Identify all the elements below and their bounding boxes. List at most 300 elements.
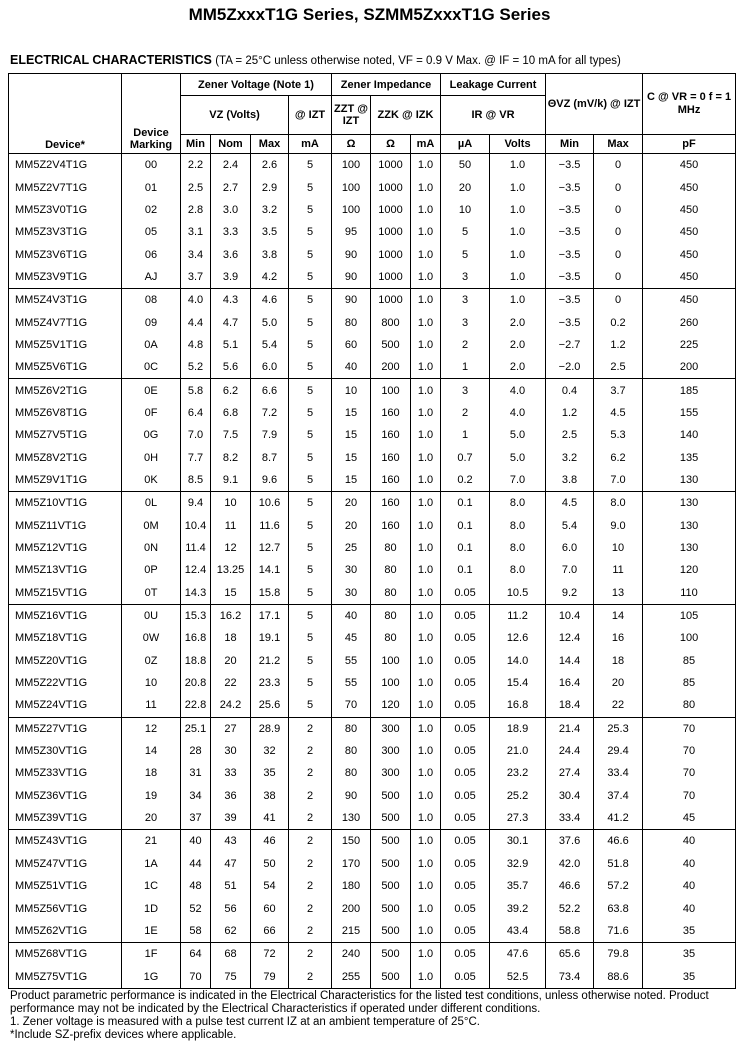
value-cell: 12 <box>211 537 251 559</box>
value-cell: 47 <box>211 853 251 875</box>
value-cell: 100 <box>643 627 736 649</box>
header-device: Device* <box>9 74 122 154</box>
value-cell: 27.3 <box>490 807 546 830</box>
value-cell: 1.0 <box>411 515 441 537</box>
value-cell: 3 <box>441 311 490 333</box>
value-cell: 0.4 <box>546 379 594 402</box>
marking-cell: 09 <box>122 311 181 333</box>
device-cell: MM5Z20VT1G <box>9 650 122 672</box>
value-cell: 1.0 <box>411 762 441 784</box>
value-cell: 130 <box>643 537 736 559</box>
marking-cell: 0G <box>122 424 181 446</box>
value-cell: 20 <box>594 672 643 694</box>
value-cell: 2 <box>289 762 332 784</box>
value-cell: 1.0 <box>490 243 546 265</box>
marking-cell: 12 <box>122 717 181 740</box>
value-cell: 15 <box>332 446 371 468</box>
value-cell: 90 <box>332 243 371 265</box>
marking-cell: 0N <box>122 537 181 559</box>
unit-cell: Min <box>181 135 211 154</box>
table-row <box>9 402 736 424</box>
value-cell: 24.4 <box>546 740 594 762</box>
value-cell: 60 <box>332 334 371 356</box>
value-cell: 300 <box>371 762 411 784</box>
value-cell: 500 <box>371 965 411 988</box>
value-cell: −3.5 <box>546 176 594 198</box>
value-cell: 2.2 <box>181 154 211 177</box>
value-cell: 5 <box>289 289 332 312</box>
value-cell: 5 <box>289 379 332 402</box>
value-cell: −3.5 <box>546 199 594 221</box>
marking-cell: 0W <box>122 627 181 649</box>
value-cell: 10 <box>211 492 251 515</box>
value-cell: 1.0 <box>490 176 546 198</box>
value-cell: 0.05 <box>441 694 490 717</box>
table-row <box>9 672 736 694</box>
value-cell: 1.0 <box>490 266 546 289</box>
value-cell: 450 <box>643 199 736 221</box>
value-cell: 100 <box>332 154 371 177</box>
value-cell: 1000 <box>371 243 411 265</box>
value-cell: 160 <box>371 515 411 537</box>
value-cell: 3 <box>441 379 490 402</box>
value-cell: 3.8 <box>546 469 594 492</box>
value-cell: 12.7 <box>251 537 289 559</box>
device-cell: MM5Z22VT1G <box>9 672 122 694</box>
header-ir-vr: IR @ VR <box>441 96 546 135</box>
header-zener-voltage: Zener Voltage (Note 1) <box>181 74 332 96</box>
value-cell: 450 <box>643 176 736 198</box>
value-cell: 3.2 <box>546 446 594 468</box>
value-cell: 2 <box>289 717 332 740</box>
value-cell: 27 <box>211 717 251 740</box>
value-cell: 21.2 <box>251 650 289 672</box>
value-cell: 2 <box>289 807 332 830</box>
value-cell: 11.2 <box>490 604 546 627</box>
value-cell: 80 <box>332 311 371 333</box>
value-cell: −2.7 <box>546 334 594 356</box>
value-cell: 1.0 <box>411 379 441 402</box>
value-cell: 225 <box>643 334 736 356</box>
value-cell: 6.2 <box>594 446 643 468</box>
value-cell: 160 <box>371 446 411 468</box>
value-cell: 1.0 <box>411 650 441 672</box>
value-cell: 62 <box>211 920 251 943</box>
value-cell: 1 <box>441 424 490 446</box>
value-cell: 2 <box>441 334 490 356</box>
value-cell: 200 <box>643 356 736 379</box>
table-row <box>9 943 736 966</box>
value-cell: 14.0 <box>490 650 546 672</box>
device-cell: MM5Z30VT1G <box>9 740 122 762</box>
table-row <box>9 199 736 221</box>
value-cell: 20 <box>441 176 490 198</box>
table-row <box>9 176 736 198</box>
marking-cell: 1A <box>122 853 181 875</box>
value-cell: 40 <box>643 830 736 853</box>
value-cell: 23.3 <box>251 672 289 694</box>
unit-cell: Max <box>594 135 643 154</box>
value-cell: 47.6 <box>490 943 546 966</box>
device-cell: MM5Z10VT1G <box>9 492 122 515</box>
value-cell: 5 <box>289 356 332 379</box>
value-cell: 3 <box>441 289 490 312</box>
note-line: Product parametric performance is indicated in the Electrical Characteristics for the listed test conditions, unless otherwise noted. Product <box>10 990 709 1002</box>
value-cell: 36 <box>211 785 251 807</box>
value-cell: 3.7 <box>181 266 211 289</box>
value-cell: 14.1 <box>251 559 289 581</box>
table-row <box>9 424 736 446</box>
value-cell: 5.0 <box>490 424 546 446</box>
value-cell: 2.5 <box>546 424 594 446</box>
footnotes <box>10 990 735 1042</box>
value-cell: 70 <box>332 694 371 717</box>
device-cell: MM5Z2V4T1G <box>9 154 122 177</box>
value-cell: 0.05 <box>441 943 490 966</box>
device-cell: MM5Z16VT1G <box>9 604 122 627</box>
value-cell: 2.5 <box>594 356 643 379</box>
table-body <box>9 154 736 989</box>
value-cell: 16.8 <box>181 627 211 649</box>
device-cell: MM5Z62VT1G <box>9 920 122 943</box>
value-cell: 100 <box>371 650 411 672</box>
table-row <box>9 356 736 379</box>
device-cell: MM5Z47VT1G <box>9 853 122 875</box>
value-cell: 500 <box>371 334 411 356</box>
value-cell: 1.0 <box>411 717 441 740</box>
unit-cell: Max <box>251 135 289 154</box>
value-cell: 6.0 <box>546 537 594 559</box>
value-cell: 0.1 <box>441 492 490 515</box>
value-cell: 73.4 <box>546 965 594 988</box>
device-cell: MM5Z33VT1G <box>9 762 122 784</box>
value-cell: 1 <box>441 356 490 379</box>
value-cell: 450 <box>643 289 736 312</box>
value-cell: 70 <box>181 965 211 988</box>
value-cell: 170 <box>332 853 371 875</box>
value-cell: 71.6 <box>594 920 643 943</box>
marking-cell: 06 <box>122 243 181 265</box>
value-cell: 0.7 <box>441 446 490 468</box>
table-row <box>9 830 736 853</box>
value-cell: 35 <box>643 920 736 943</box>
value-cell: 12.6 <box>490 627 546 649</box>
value-cell: 2 <box>289 965 332 988</box>
value-cell: 5 <box>289 694 332 717</box>
value-cell: 12.4 <box>181 559 211 581</box>
value-cell: 68 <box>211 943 251 966</box>
value-cell: 15 <box>332 424 371 446</box>
value-cell: 50 <box>251 853 289 875</box>
value-cell: 0.05 <box>441 897 490 919</box>
value-cell: 56 <box>211 897 251 919</box>
unit-cell: pF <box>643 135 736 154</box>
value-cell: 16.4 <box>546 672 594 694</box>
value-cell: 16.8 <box>490 694 546 717</box>
value-cell: 500 <box>371 875 411 897</box>
value-cell: 260 <box>643 311 736 333</box>
value-cell: 18 <box>211 627 251 649</box>
value-cell: 70 <box>643 717 736 740</box>
value-cell: 0.1 <box>441 537 490 559</box>
device-cell: MM5Z5V6T1G <box>9 356 122 379</box>
value-cell: 5 <box>289 492 332 515</box>
value-cell: 20.8 <box>181 672 211 694</box>
value-cell: 5 <box>289 627 332 649</box>
table-row <box>9 492 736 515</box>
value-cell: 39.2 <box>490 897 546 919</box>
value-cell: 500 <box>371 830 411 853</box>
value-cell: 40 <box>332 604 371 627</box>
table-row <box>9 875 736 897</box>
value-cell: 3 <box>441 266 490 289</box>
value-cell: 7.2 <box>251 402 289 424</box>
value-cell: 0.05 <box>441 604 490 627</box>
value-cell: 255 <box>332 965 371 988</box>
value-cell: 1.0 <box>411 627 441 649</box>
value-cell: 500 <box>371 897 411 919</box>
value-cell: 90 <box>332 289 371 312</box>
value-cell: 0.05 <box>441 627 490 649</box>
unit-cell: Ω <box>332 135 371 154</box>
value-cell: 5 <box>289 424 332 446</box>
value-cell: 4.2 <box>251 266 289 289</box>
value-cell: 11 <box>211 515 251 537</box>
value-cell: 16.2 <box>211 604 251 627</box>
device-cell: MM5Z6V8T1G <box>9 402 122 424</box>
value-cell: 5 <box>289 199 332 221</box>
value-cell: 5.6 <box>211 356 251 379</box>
value-cell: −3.5 <box>546 243 594 265</box>
value-cell: 0.05 <box>441 965 490 988</box>
value-cell: 42.0 <box>546 853 594 875</box>
value-cell: 120 <box>371 694 411 717</box>
value-cell: 40 <box>643 853 736 875</box>
value-cell: 450 <box>643 221 736 243</box>
value-cell: 200 <box>371 356 411 379</box>
value-cell: 18.4 <box>546 694 594 717</box>
value-cell: 0 <box>594 289 643 312</box>
value-cell: 5 <box>289 311 332 333</box>
value-cell: 300 <box>371 717 411 740</box>
value-cell: 6.8 <box>211 402 251 424</box>
value-cell: −3.5 <box>546 154 594 177</box>
value-cell: 2 <box>441 402 490 424</box>
value-cell: 4.0 <box>490 379 546 402</box>
table-row <box>9 965 736 988</box>
value-cell: 5 <box>289 266 332 289</box>
value-cell: 15 <box>332 469 371 492</box>
value-cell: 60 <box>251 897 289 919</box>
value-cell: 0 <box>594 266 643 289</box>
value-cell: 100 <box>371 672 411 694</box>
value-cell: 39 <box>211 807 251 830</box>
value-cell: 25.1 <box>181 717 211 740</box>
value-cell: 1.0 <box>411 740 441 762</box>
value-cell: 25.3 <box>594 717 643 740</box>
value-cell: 0.05 <box>441 717 490 740</box>
value-cell: 130 <box>643 515 736 537</box>
marking-cell: 1C <box>122 875 181 897</box>
value-cell: 5.4 <box>546 515 594 537</box>
value-cell: 215 <box>332 920 371 943</box>
value-cell: 1.0 <box>411 311 441 333</box>
value-cell: 5 <box>289 650 332 672</box>
value-cell: 66 <box>251 920 289 943</box>
value-cell: 1.0 <box>411 469 441 492</box>
marking-cell: 05 <box>122 221 181 243</box>
device-cell: MM5Z51VT1G <box>9 875 122 897</box>
table-row <box>9 807 736 830</box>
value-cell: 500 <box>371 807 411 830</box>
value-cell: 0.2 <box>441 469 490 492</box>
value-cell: 0.05 <box>441 875 490 897</box>
value-cell: 1.0 <box>411 492 441 515</box>
value-cell: 0 <box>594 243 643 265</box>
value-cell: 8.2 <box>211 446 251 468</box>
unit-cell: µA <box>441 135 490 154</box>
marking-cell: 0F <box>122 402 181 424</box>
value-cell: 450 <box>643 154 736 177</box>
value-cell: 5.3 <box>594 424 643 446</box>
marking-cell: 02 <box>122 199 181 221</box>
value-cell: 3.1 <box>181 221 211 243</box>
marking-cell: 18 <box>122 762 181 784</box>
value-cell: 1.0 <box>411 672 441 694</box>
marking-cell: 1D <box>122 897 181 919</box>
value-cell: 160 <box>371 469 411 492</box>
value-cell: 3.5 <box>251 221 289 243</box>
value-cell: 90 <box>332 266 371 289</box>
value-cell: 63.8 <box>594 897 643 919</box>
value-cell: 14.4 <box>546 650 594 672</box>
value-cell: 2.5 <box>181 176 211 198</box>
value-cell: 4.5 <box>546 492 594 515</box>
value-cell: 6.4 <box>181 402 211 424</box>
value-cell: 72 <box>251 943 289 966</box>
value-cell: 8.7 <box>251 446 289 468</box>
value-cell: 1.0 <box>411 289 441 312</box>
value-cell: 43 <box>211 830 251 853</box>
header-capacitance: C @ VR = 0 f = 1 MHz <box>643 74 736 135</box>
value-cell: 5 <box>289 559 332 581</box>
value-cell: 70 <box>643 762 736 784</box>
value-cell: 19.1 <box>251 627 289 649</box>
value-cell: 5 <box>289 446 332 468</box>
value-cell: 2 <box>289 785 332 807</box>
device-cell: MM5Z43VT1G <box>9 830 122 853</box>
value-cell: 3.4 <box>181 243 211 265</box>
table-row <box>9 379 736 402</box>
value-cell: 41.2 <box>594 807 643 830</box>
value-cell: 2.0 <box>490 311 546 333</box>
value-cell: 20 <box>332 515 371 537</box>
value-cell: 3.7 <box>594 379 643 402</box>
table-row <box>9 785 736 807</box>
electrical-characteristics-table <box>8 73 736 989</box>
value-cell: 0.05 <box>441 762 490 784</box>
value-cell: 20 <box>332 492 371 515</box>
value-cell: 79.8 <box>594 943 643 966</box>
value-cell: 3.9 <box>211 266 251 289</box>
value-cell: 7.0 <box>181 424 211 446</box>
value-cell: 2.0 <box>490 356 546 379</box>
value-cell: 40 <box>643 897 736 919</box>
value-cell: 80 <box>332 717 371 740</box>
value-cell: 4.3 <box>211 289 251 312</box>
device-cell: MM5Z3V6T1G <box>9 243 122 265</box>
marking-cell: 0P <box>122 559 181 581</box>
value-cell: 30.4 <box>546 785 594 807</box>
device-cell: MM5Z6V2T1G <box>9 379 122 402</box>
value-cell: 15 <box>211 582 251 605</box>
value-cell: 1.0 <box>490 289 546 312</box>
header-leakage-current: Leakage Current <box>441 74 546 96</box>
value-cell: 10 <box>594 537 643 559</box>
header-zzk: ZZK @ IZK <box>371 96 441 135</box>
marking-cell: 08 <box>122 289 181 312</box>
value-cell: 2 <box>289 875 332 897</box>
table-row <box>9 694 736 717</box>
value-cell: 10.4 <box>181 515 211 537</box>
value-cell: 58.8 <box>546 920 594 943</box>
value-cell: 38 <box>251 785 289 807</box>
value-cell: 3.8 <box>251 243 289 265</box>
value-cell: 240 <box>332 943 371 966</box>
value-cell: 37 <box>181 807 211 830</box>
value-cell: 450 <box>643 266 736 289</box>
value-cell: 8.0 <box>594 492 643 515</box>
unit-cell: Volts <box>490 135 546 154</box>
marking-cell: 1G <box>122 965 181 988</box>
value-cell: 4.0 <box>490 402 546 424</box>
device-cell: MM5Z12VT1G <box>9 537 122 559</box>
unit-cell: Nom <box>211 135 251 154</box>
value-cell: 0 <box>594 154 643 177</box>
page-title: MM5ZxxxT1G Series, SZMM5ZxxxT1G Series <box>188 5 551 24</box>
value-cell: 130 <box>643 492 736 515</box>
unit-cell: mA <box>289 135 332 154</box>
value-cell: 11.6 <box>251 515 289 537</box>
value-cell: 1.0 <box>411 446 441 468</box>
device-cell: MM5Z68VT1G <box>9 943 122 966</box>
value-cell: 30.1 <box>490 830 546 853</box>
value-cell: 5.4 <box>251 334 289 356</box>
value-cell: 5.2 <box>181 356 211 379</box>
value-cell: 0.05 <box>441 785 490 807</box>
value-cell: 57.2 <box>594 875 643 897</box>
device-cell: MM5Z11VT1G <box>9 515 122 537</box>
value-cell: −3.5 <box>546 221 594 243</box>
value-cell: 95 <box>332 221 371 243</box>
value-cell: 15.8 <box>251 582 289 605</box>
value-cell: 1.0 <box>411 154 441 177</box>
value-cell: 5 <box>289 243 332 265</box>
value-cell: 120 <box>643 559 736 581</box>
value-cell: 5 <box>289 221 332 243</box>
value-cell: 7.0 <box>490 469 546 492</box>
value-cell: 80 <box>332 762 371 784</box>
value-cell: 80 <box>371 604 411 627</box>
electrical-characteristics-heading: ELECTRICAL CHARACTERISTICS <box>10 53 212 67</box>
value-cell: 31 <box>181 762 211 784</box>
value-cell: 25.2 <box>490 785 546 807</box>
value-cell: 0.2 <box>594 311 643 333</box>
marking-cell: 10 <box>122 672 181 694</box>
value-cell: 3.6 <box>211 243 251 265</box>
marking-cell: 0T <box>122 582 181 605</box>
value-cell: 64 <box>181 943 211 966</box>
